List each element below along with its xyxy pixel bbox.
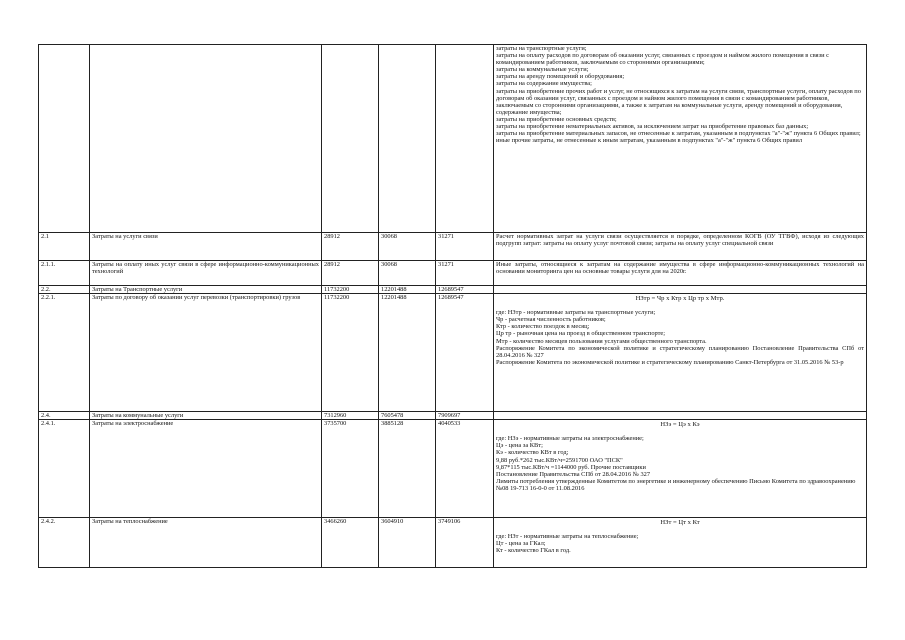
cell-value-3: [436, 45, 494, 233]
cell-value-1: 11732200: [322, 294, 379, 412]
cell-value-1: 3735700: [322, 420, 379, 518]
cell-value-1: 11732200: [322, 286, 379, 294]
table-row: [39, 261, 867, 286]
cell-value-1: 28912: [322, 261, 379, 286]
cell-value-1: 7312960: [322, 412, 379, 420]
description-line: Цэ - цена за КВт;: [496, 442, 543, 450]
table-row: [39, 518, 867, 568]
description-line: Распоряжение Комитета по экономической политике и стратегическому планированию Постановление Правительства СПб от 28.04.2016 № 327: [496, 344, 864, 359]
cell-description: [494, 518, 867, 568]
formula: НЗт = Цт х Кт: [660, 519, 700, 527]
cell-name: Затраты по договору об оказании услуг перевозки (транспортировки) грузов: [90, 294, 322, 412]
cell-value-3: 4040533: [436, 420, 494, 518]
description-line: иные прочие затраты, не отнесенные к иным затратам, указанным в подпунктах "а"-"ж" пункта 6 Общих правил: [496, 137, 803, 145]
description-line: где: НЗэ - нормативные затраты на электроснабжение;: [496, 435, 644, 443]
cell-description: [494, 45, 867, 233]
description-line: затраты на приобретение материальных запасов, не отнесенные к затратам, указанным в подпунктах "а"-"ж" пункта 6 Общих правил;: [496, 130, 861, 138]
cell-value-1: 28912: [322, 233, 379, 261]
cell-num: 2.4.: [39, 412, 90, 420]
cell-value-3: 12689547: [436, 294, 494, 412]
cell-name: Затраты на электроснабжение: [90, 420, 322, 518]
description-line: затраты на содержание имущества;: [496, 80, 592, 88]
cell-num: 2.1.1.: [39, 261, 90, 286]
cell-value-2: [379, 45, 436, 233]
cell-name: [90, 45, 322, 233]
cell-value-2: 30068: [379, 261, 436, 286]
cell-value-2: 12201488: [379, 294, 436, 412]
description-line: затраты на коммунальные услуги;: [496, 66, 589, 74]
cell-value-3: 3749106: [436, 518, 494, 568]
table-row: [39, 294, 867, 412]
cell-num: 2.2.1.: [39, 294, 90, 412]
cell-value-2: 3885128: [379, 420, 436, 518]
cell-value-1: 3466260: [322, 518, 379, 568]
formula: НЗтр = Чр х Ктр х Цр тр х Мтр.: [635, 295, 725, 303]
description-line: затраты на приобретение прочих работ и услуг, не относящихся к затратам на услуги связи, транспортные услуги, оплату расходов по договорам об оказании услуг, связанных с проездом и наймом жилого помещения в связи с командированием работников, заключаемым со сторонними организациями, а также к затратам на коммунальные услуги, аренду помещений и оборудования, содержание имущества;: [496, 87, 861, 116]
description-line: где: НЗтр - нормативные затраты на транспортные услуги;: [496, 309, 656, 317]
cell-description: [494, 412, 867, 420]
cell-description: [494, 233, 867, 261]
description-line: Цт - цена за ГКал;: [496, 540, 546, 548]
cell-num: 2.4.2.: [39, 518, 90, 568]
description-line: 9,88 руб.*262 тыс.КВт/ч=2591700 ОАО "ПСК": [496, 456, 623, 464]
cell-value-3: 31271: [436, 233, 494, 261]
description-line: Лимиты потребления утвержденные Комитетом по энергетике и инженерному обеспечению Письмо Комитета по здравоохранению №08 19-713 16-0-0 от 11.08.2016: [496, 477, 856, 492]
cell-description: [494, 294, 867, 412]
description-line: затраты на приобретение нематериальных активов, за исключением затрат на приобретение правовых баз данных;: [496, 123, 809, 131]
cell-value-3: 7909697: [436, 412, 494, 420]
description-line: Распоряжение Комитета по экономической политике и стратегическому планированию Санкт-Петербурга от 31.05.2016 № 53-р: [496, 358, 844, 366]
cell-description: [494, 420, 867, 518]
table-row-continuation: [39, 45, 867, 233]
cell-name: Затраты на услуги связи: [90, 233, 322, 261]
description-line: Мтр - количество месяцев пользования услугами общественного транспорта.: [496, 337, 707, 345]
description-line: Цр тр - рыночная цена на проезд в общественном транспорте;: [496, 330, 666, 338]
cell-name: Затраты на теплоснабжение: [90, 518, 322, 568]
description-line: где: НЗт - нормативные затраты на теплоснабжение;: [496, 533, 639, 541]
cell-num: 2.4.1.: [39, 420, 90, 518]
document-page: [38, 44, 866, 568]
cost-norms-table: [38, 44, 867, 568]
table-row: [39, 412, 867, 420]
cell-num: 2.2.: [39, 286, 90, 294]
cell-num: 2.1: [39, 233, 90, 261]
formula: НЗэ = Цэ х Кэ: [660, 421, 700, 429]
cell-value-3: 31271: [436, 261, 494, 286]
description-line: Кт - количество ГКал в год.: [496, 547, 571, 555]
cell-value-1: [322, 45, 379, 233]
description-line: Ктр - количество поездок в месяц;: [496, 323, 590, 331]
cell-name: Затраты на Транспортные услуги: [90, 286, 322, 294]
cell-description: [494, 286, 867, 294]
cell-value-3: 12689547: [436, 286, 494, 294]
description-line: Расчет нормативных затрат на услуги связи осуществляется в порядке, определенном КОГВ (ОУ ТГВФ), исходя из следующих подгрупп затрат: затраты на оплату услуг почтовой связи; затраты на оплату услуг специальной связи: [496, 233, 864, 248]
description-line: 9,87*115 тыс.КВт/ч =1144000 руб. Прочие поставщики: [496, 463, 646, 471]
cell-value-2: 3604910: [379, 518, 436, 568]
table-row: [39, 286, 867, 294]
description-line: Иные затраты, относящиеся к затратам на содержание имущества в сфере информационно-коммуникационных технологий на основании мониторинга цен на основные товары услуги для на 2020г.: [496, 261, 864, 276]
description-line: Постановление Правительства СПб от 28.04.2016 № 327: [496, 470, 651, 478]
table-row: [39, 233, 867, 261]
cell-name: Затраты на коммунальные услуги: [90, 412, 322, 420]
cell-value-2: 12201488: [379, 286, 436, 294]
description-line: затраты на оплату расходов по договорам об оказании услуг, связанных с проездом и наймом жилого помещения в связи с командированием работников, заключаемым со сторонними организациями;: [496, 52, 829, 67]
description-line: затраты на приобретение основных средств;: [496, 115, 617, 123]
cell-num: [39, 45, 90, 233]
description-line: затраты на транспортные услуги;: [496, 45, 587, 52]
cell-description: [494, 261, 867, 286]
description-line: затраты на аренду помещений и оборудования;: [496, 73, 625, 81]
cell-value-2: 30068: [379, 233, 436, 261]
table-row: [39, 420, 867, 518]
cell-name: Затраты на оплату иных услуг связи в сфере информационно-коммуникационных технологий: [90, 261, 322, 286]
description-line: Кэ - количество КВт в год;: [496, 449, 569, 457]
cell-value-2: 7605478: [379, 412, 436, 420]
description-line: Чр - расчетная численность работников;: [496, 316, 606, 324]
